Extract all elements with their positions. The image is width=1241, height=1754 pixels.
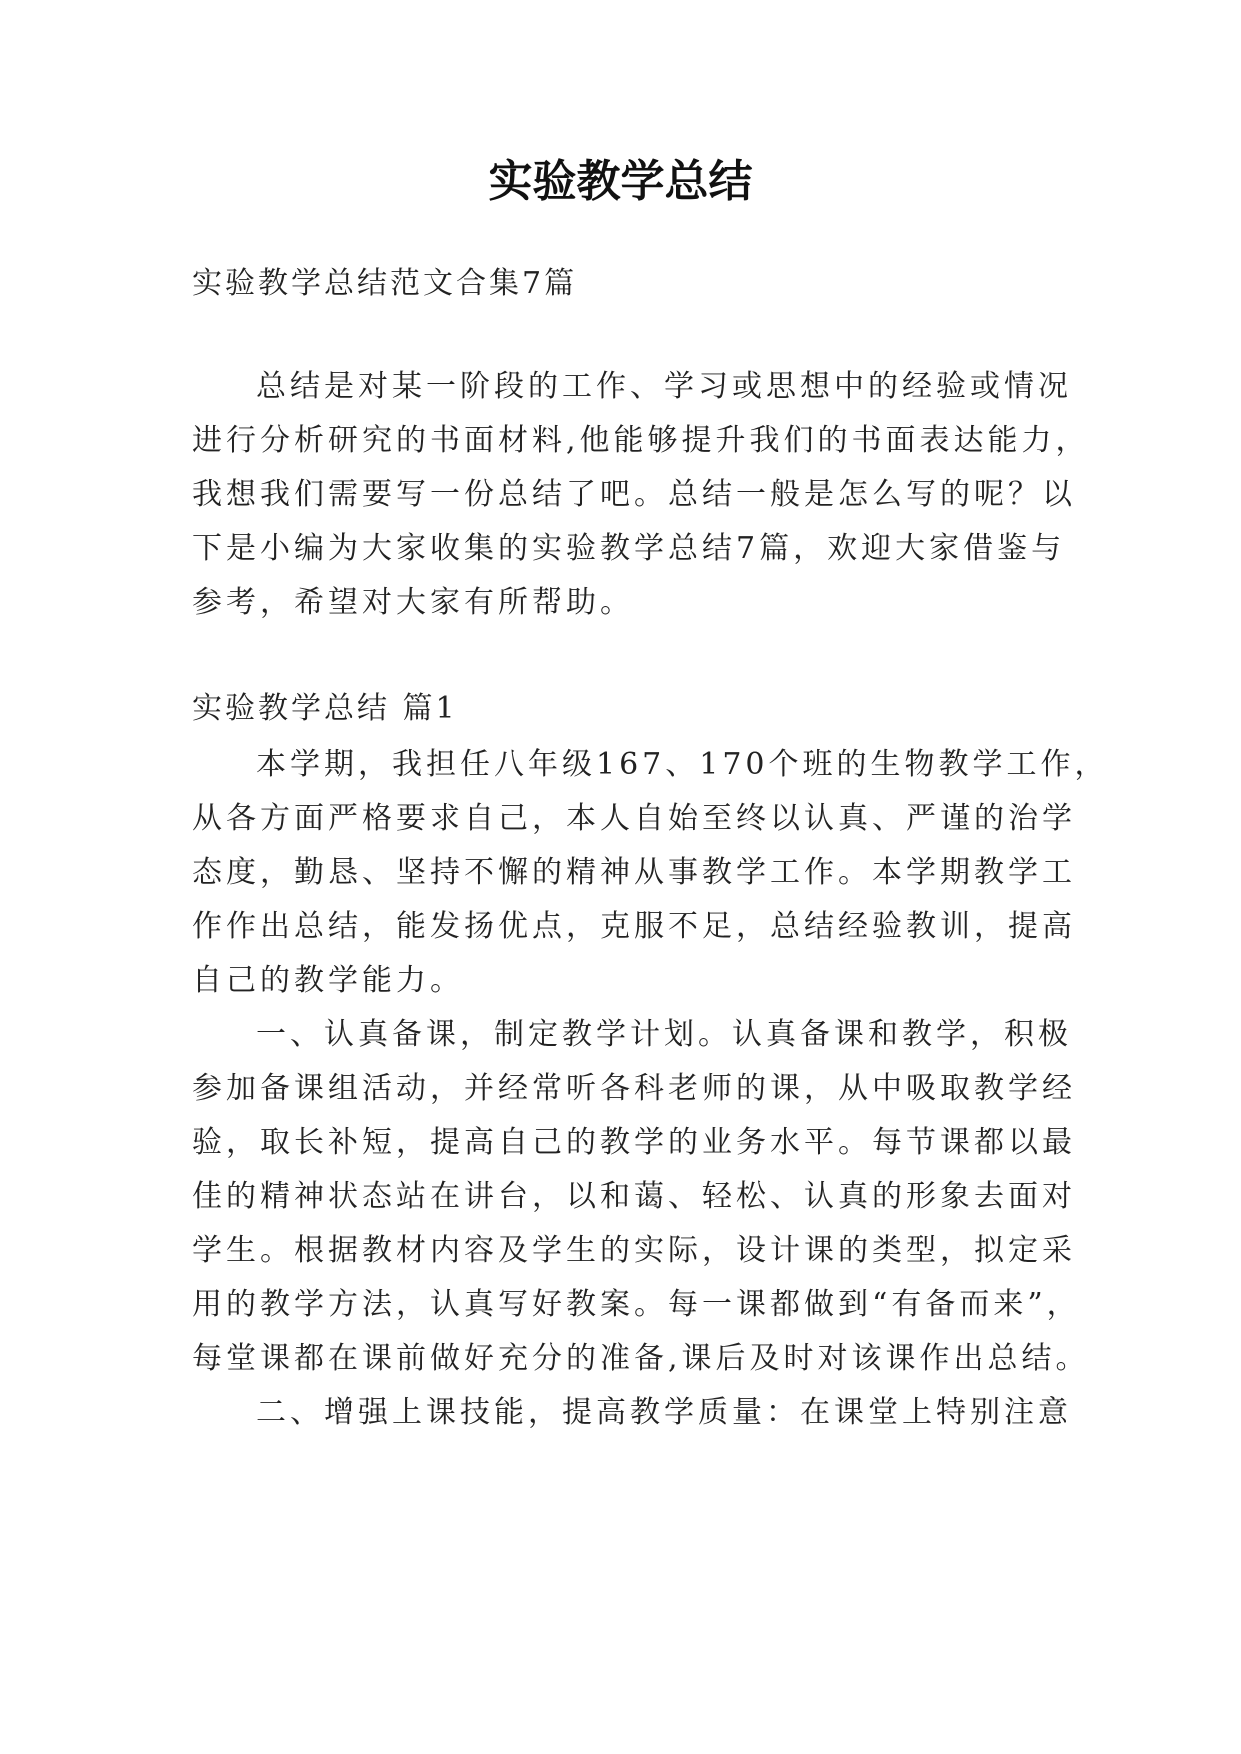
paragraph-line: 态度，勤恳、坚持不懈的精神从事教学工作。本学期教学工 bbox=[192, 855, 1076, 890]
intro-line: 下是小编为大家收集的实验教学总结7篇，欢迎大家借鉴与 bbox=[192, 531, 1066, 566]
intro-line: 进行分析研究的书面材料,他能够提升我们的书面表达能力， bbox=[192, 423, 1090, 458]
intro-line: 参考，希望对大家有所帮助。 bbox=[192, 585, 634, 620]
paragraph-line: 自己的教学能力。 bbox=[192, 963, 464, 998]
section-heading: 实验教学总结 篇1 bbox=[192, 691, 458, 726]
paragraph-line: 学生。根据教材内容及学生的实际，设计课的类型，拟定采 bbox=[192, 1233, 1076, 1268]
document-title: 实验教学总结 bbox=[488, 156, 753, 207]
paragraph-line: 佳的精神状态站在讲台，以和蔼、轻松、认真的形象去面对 bbox=[192, 1179, 1076, 1214]
paragraph-line: 验，取长补短，提高自己的教学的业务水平。每节课都以最 bbox=[192, 1125, 1076, 1160]
paragraph-line: 本学期，我担任八年级167、170个班的生物教学工作， bbox=[256, 747, 1109, 782]
intro-line: 我想我们需要写一份总结了吧。总结一般是怎么写的呢？以 bbox=[192, 477, 1076, 512]
paragraph-line: 每堂课都在课前做好充分的准备,课后及时对该课作出总结。 bbox=[192, 1341, 1090, 1376]
paragraph-line: 从各方面严格要求自己，本人自始至终以认真、严谨的治学 bbox=[192, 801, 1076, 836]
document-subtitle: 实验教学总结范文合集7篇 bbox=[192, 266, 578, 301]
intro-line: 总结是对某一阶段的工作、学习或思想中的经验或情况 bbox=[256, 369, 1072, 404]
paragraph-line: 参加备课组活动，并经常听各科老师的课，从中吸取教学经 bbox=[192, 1071, 1076, 1106]
paragraph-line: 作作出总结，能发扬优点，克服不足，总结经验教训，提高 bbox=[192, 909, 1076, 944]
paragraph-line: 一、认真备课，制定教学计划。认真备课和教学，积极 bbox=[256, 1017, 1072, 1052]
paragraph-line: 用的教学方法，认真写好教案。每一课都做到“有备而来”， bbox=[192, 1287, 1081, 1322]
paragraph-line: 二、增强上课技能，提高教学质量：在课堂上特别注意 bbox=[256, 1395, 1072, 1430]
